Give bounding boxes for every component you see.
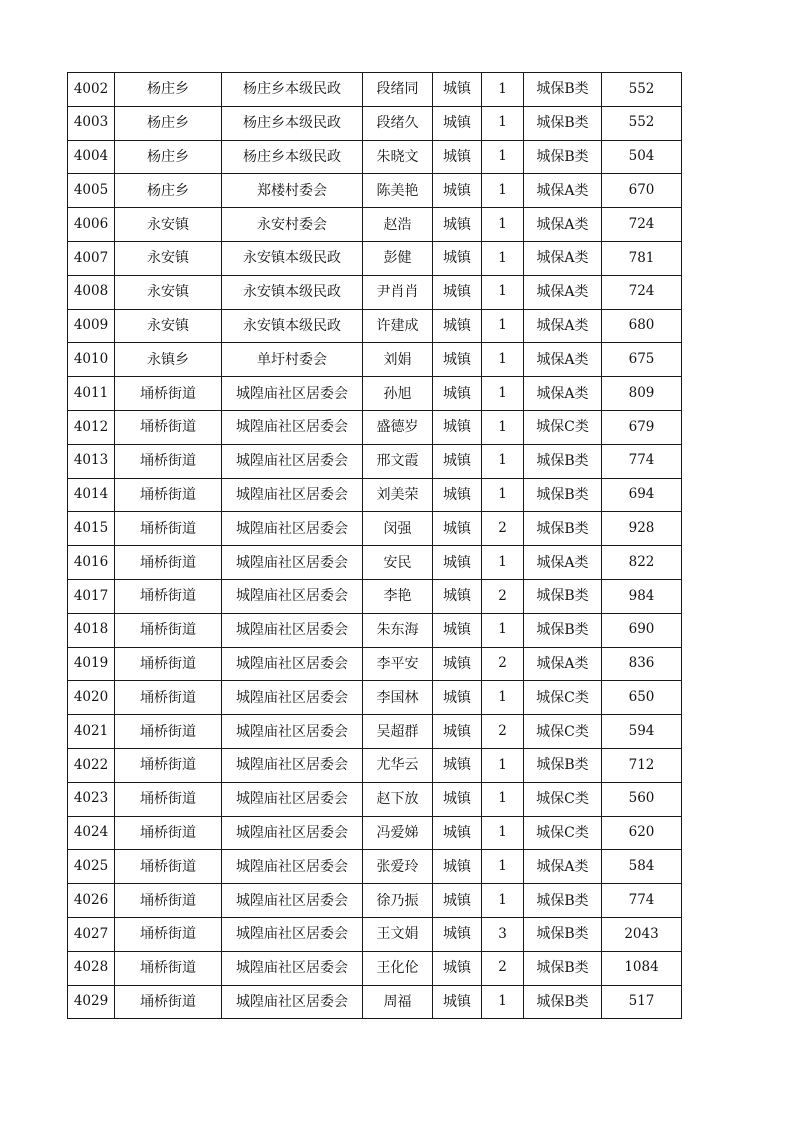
cell-unit: 永安镇本级民政 [222, 309, 363, 343]
cell-id: 4023 [68, 782, 115, 816]
cell-amount: 809 [602, 377, 682, 411]
cell-household-size: 1 [482, 377, 524, 411]
cell-amount: 517 [602, 985, 682, 1019]
cell-name: 冯爱娣 [363, 816, 433, 850]
cell-amount: 690 [602, 613, 682, 647]
cell-household-size: 1 [482, 309, 524, 343]
table-row [68, 444, 682, 478]
cell-unit: 城隍庙社区居委会 [222, 681, 363, 715]
cell-area: 城镇 [433, 377, 482, 411]
cell-unit: 城隍庙社区居委会 [222, 782, 363, 816]
cell-category: 城保B类 [524, 884, 602, 918]
cell-id: 4027 [68, 917, 115, 951]
cell-id: 4019 [68, 647, 115, 681]
cell-town: 埇桥街道 [115, 782, 222, 816]
table-row [68, 681, 682, 715]
cell-unit: 城隍庙社区居委会 [222, 410, 363, 444]
table-row [68, 985, 682, 1019]
cell-town: 永安镇 [115, 241, 222, 275]
cell-town: 埇桥街道 [115, 410, 222, 444]
cell-name: 赵浩 [363, 208, 433, 242]
cell-name: 李艳 [363, 579, 433, 613]
cell-category: 城保A类 [524, 546, 602, 580]
cell-category: 城保B类 [524, 579, 602, 613]
cell-category: 城保C类 [524, 816, 602, 850]
cell-household-size: 1 [482, 208, 524, 242]
cell-amount: 584 [602, 850, 682, 884]
cell-name: 吴超群 [363, 715, 433, 749]
cell-household-size: 2 [482, 715, 524, 749]
cell-area: 城镇 [433, 410, 482, 444]
cell-amount: 1084 [602, 951, 682, 985]
cell-town: 埇桥街道 [115, 850, 222, 884]
cell-name: 邢文霞 [363, 444, 433, 478]
table-body [68, 73, 682, 1019]
cell-household-size: 1 [482, 275, 524, 309]
cell-name: 王文娟 [363, 917, 433, 951]
cell-name: 朱晓文 [363, 140, 433, 174]
cell-town: 埇桥街道 [115, 613, 222, 647]
cell-area: 城镇 [433, 985, 482, 1019]
cell-category: 城保A类 [524, 343, 602, 377]
table-row [68, 377, 682, 411]
table-row [68, 343, 682, 377]
cell-name: 段绪同 [363, 73, 433, 107]
cell-household-size: 1 [482, 850, 524, 884]
cell-category: 城保B类 [524, 985, 602, 1019]
cell-amount: 928 [602, 512, 682, 546]
cell-id: 4021 [68, 715, 115, 749]
cell-id: 4015 [68, 512, 115, 546]
cell-unit: 城隍庙社区居委会 [222, 546, 363, 580]
cell-town: 杨庄乡 [115, 140, 222, 174]
cell-category: 城保A类 [524, 377, 602, 411]
cell-id: 4020 [68, 681, 115, 715]
cell-town: 埇桥街道 [115, 478, 222, 512]
cell-name: 赵下放 [363, 782, 433, 816]
table-row [68, 546, 682, 580]
cell-household-size: 2 [482, 951, 524, 985]
table-row [68, 816, 682, 850]
cell-area: 城镇 [433, 884, 482, 918]
cell-unit: 城隍庙社区居委会 [222, 748, 363, 782]
cell-category: 城保A类 [524, 208, 602, 242]
cell-household-size: 1 [482, 884, 524, 918]
cell-town: 埇桥街道 [115, 512, 222, 546]
cell-town: 永安镇 [115, 309, 222, 343]
cell-category: 城保C类 [524, 681, 602, 715]
cell-amount: 712 [602, 748, 682, 782]
table-row [68, 917, 682, 951]
cell-category: 城保C类 [524, 410, 602, 444]
table-row [68, 782, 682, 816]
cell-id: 4017 [68, 579, 115, 613]
cell-area: 城镇 [433, 917, 482, 951]
cell-amount: 670 [602, 174, 682, 208]
cell-unit: 永安镇本级民政 [222, 241, 363, 275]
cell-name: 李国林 [363, 681, 433, 715]
cell-id: 4004 [68, 140, 115, 174]
cell-household-size: 1 [482, 478, 524, 512]
cell-area: 城镇 [433, 512, 482, 546]
cell-category: 城保A类 [524, 647, 602, 681]
cell-amount: 774 [602, 884, 682, 918]
cell-household-size: 1 [482, 140, 524, 174]
cell-unit: 城隍庙社区居委会 [222, 985, 363, 1019]
cell-id: 4008 [68, 275, 115, 309]
cell-amount: 504 [602, 140, 682, 174]
cell-id: 4002 [68, 73, 115, 107]
cell-area: 城镇 [433, 208, 482, 242]
cell-household-size: 1 [482, 410, 524, 444]
cell-unit: 城隍庙社区居委会 [222, 579, 363, 613]
cell-name: 朱东海 [363, 613, 433, 647]
cell-name: 刘美荣 [363, 478, 433, 512]
cell-household-size: 1 [482, 241, 524, 275]
table-row [68, 715, 682, 749]
cell-id: 4022 [68, 748, 115, 782]
cell-amount: 984 [602, 579, 682, 613]
cell-category: 城保C类 [524, 715, 602, 749]
cell-area: 城镇 [433, 816, 482, 850]
cell-household-size: 1 [482, 681, 524, 715]
beneficiary-table [67, 72, 682, 1019]
cell-category: 城保B类 [524, 951, 602, 985]
cell-amount: 552 [602, 106, 682, 140]
cell-area: 城镇 [433, 140, 482, 174]
cell-amount: 774 [602, 444, 682, 478]
cell-town: 永安镇 [115, 275, 222, 309]
cell-id: 4028 [68, 951, 115, 985]
cell-id: 4025 [68, 850, 115, 884]
cell-household-size: 1 [482, 444, 524, 478]
cell-amount: 724 [602, 208, 682, 242]
cell-area: 城镇 [433, 478, 482, 512]
cell-id: 4005 [68, 174, 115, 208]
cell-category: 城保B类 [524, 748, 602, 782]
cell-area: 城镇 [433, 309, 482, 343]
cell-id: 4026 [68, 884, 115, 918]
cell-name: 刘娟 [363, 343, 433, 377]
table-row [68, 579, 682, 613]
cell-category: 城保B类 [524, 106, 602, 140]
table-row [68, 478, 682, 512]
cell-name: 盛德岁 [363, 410, 433, 444]
cell-category: 城保A类 [524, 275, 602, 309]
cell-category: 城保A类 [524, 174, 602, 208]
cell-category: 城保A类 [524, 241, 602, 275]
cell-area: 城镇 [433, 850, 482, 884]
cell-category: 城保B类 [524, 613, 602, 647]
cell-unit: 城隍庙社区居委会 [222, 917, 363, 951]
cell-unit: 城隍庙社区居委会 [222, 951, 363, 985]
cell-amount: 679 [602, 410, 682, 444]
table-row [68, 174, 682, 208]
cell-id: 4010 [68, 343, 115, 377]
cell-id: 4012 [68, 410, 115, 444]
table-row [68, 73, 682, 107]
cell-name: 段绪久 [363, 106, 433, 140]
cell-name: 李平安 [363, 647, 433, 681]
cell-unit: 杨庄乡本级民政 [222, 73, 363, 107]
cell-town: 埇桥街道 [115, 985, 222, 1019]
cell-name: 孙旭 [363, 377, 433, 411]
cell-unit: 杨庄乡本级民政 [222, 106, 363, 140]
cell-household-size: 1 [482, 73, 524, 107]
cell-unit: 杨庄乡本级民政 [222, 140, 363, 174]
table-row [68, 241, 682, 275]
cell-amount: 724 [602, 275, 682, 309]
cell-unit: 城隍庙社区居委会 [222, 444, 363, 478]
table-row [68, 884, 682, 918]
cell-town: 埇桥街道 [115, 579, 222, 613]
cell-town: 永镇乡 [115, 343, 222, 377]
cell-town: 杨庄乡 [115, 106, 222, 140]
table-row [68, 613, 682, 647]
cell-household-size: 1 [482, 782, 524, 816]
cell-household-size: 1 [482, 816, 524, 850]
cell-amount: 694 [602, 478, 682, 512]
cell-unit: 永安镇本级民政 [222, 275, 363, 309]
cell-town: 埇桥街道 [115, 546, 222, 580]
table-row [68, 410, 682, 444]
cell-name: 尹肖肖 [363, 275, 433, 309]
cell-unit: 城隍庙社区居委会 [222, 850, 363, 884]
cell-name: 许建成 [363, 309, 433, 343]
cell-category: 城保A类 [524, 850, 602, 884]
cell-amount: 822 [602, 546, 682, 580]
cell-unit: 城隍庙社区居委会 [222, 377, 363, 411]
cell-household-size: 1 [482, 106, 524, 140]
cell-area: 城镇 [433, 748, 482, 782]
cell-household-size: 3 [482, 917, 524, 951]
cell-town: 埇桥街道 [115, 917, 222, 951]
cell-category: 城保A类 [524, 309, 602, 343]
cell-unit: 城隍庙社区居委会 [222, 512, 363, 546]
cell-household-size: 1 [482, 174, 524, 208]
cell-town: 埇桥街道 [115, 715, 222, 749]
cell-amount: 675 [602, 343, 682, 377]
cell-name: 王化伦 [363, 951, 433, 985]
cell-area: 城镇 [433, 343, 482, 377]
cell-unit: 单圩村委会 [222, 343, 363, 377]
cell-amount: 680 [602, 309, 682, 343]
cell-town: 埇桥街道 [115, 816, 222, 850]
cell-category: 城保B类 [524, 73, 602, 107]
cell-id: 4013 [68, 444, 115, 478]
table-row [68, 951, 682, 985]
table-row [68, 748, 682, 782]
cell-name: 安民 [363, 546, 433, 580]
cell-household-size: 1 [482, 985, 524, 1019]
cell-category: 城保B类 [524, 478, 602, 512]
cell-amount: 560 [602, 782, 682, 816]
cell-area: 城镇 [433, 546, 482, 580]
cell-town: 杨庄乡 [115, 174, 222, 208]
table-row [68, 512, 682, 546]
cell-town: 永安镇 [115, 208, 222, 242]
cell-town: 埇桥街道 [115, 647, 222, 681]
cell-area: 城镇 [433, 275, 482, 309]
cell-household-size: 2 [482, 579, 524, 613]
cell-amount: 620 [602, 816, 682, 850]
cell-category: 城保B类 [524, 512, 602, 546]
cell-id: 4007 [68, 241, 115, 275]
cell-amount: 594 [602, 715, 682, 749]
table-row [68, 275, 682, 309]
cell-amount: 836 [602, 647, 682, 681]
cell-unit: 永安村委会 [222, 208, 363, 242]
cell-household-size: 1 [482, 546, 524, 580]
cell-name: 闵强 [363, 512, 433, 546]
cell-unit: 郑楼村委会 [222, 174, 363, 208]
cell-name: 张爱玲 [363, 850, 433, 884]
cell-category: 城保B类 [524, 140, 602, 174]
cell-unit: 城隍庙社区居委会 [222, 478, 363, 512]
cell-name: 周福 [363, 985, 433, 1019]
cell-id: 4003 [68, 106, 115, 140]
cell-id: 4018 [68, 613, 115, 647]
table-row [68, 309, 682, 343]
table-row [68, 647, 682, 681]
cell-area: 城镇 [433, 579, 482, 613]
cell-area: 城镇 [433, 73, 482, 107]
cell-amount: 650 [602, 681, 682, 715]
table-row [68, 850, 682, 884]
cell-town: 埇桥街道 [115, 748, 222, 782]
cell-town: 杨庄乡 [115, 73, 222, 107]
cell-town: 埇桥街道 [115, 444, 222, 478]
cell-id: 4006 [68, 208, 115, 242]
cell-town: 埇桥街道 [115, 377, 222, 411]
table-row [68, 106, 682, 140]
cell-unit: 城隍庙社区居委会 [222, 647, 363, 681]
cell-area: 城镇 [433, 715, 482, 749]
cell-area: 城镇 [433, 241, 482, 275]
cell-category: 城保C类 [524, 782, 602, 816]
cell-area: 城镇 [433, 613, 482, 647]
cell-household-size: 1 [482, 748, 524, 782]
cell-category: 城保B类 [524, 917, 602, 951]
cell-town: 埇桥街道 [115, 951, 222, 985]
cell-id: 4016 [68, 546, 115, 580]
cell-category: 城保B类 [524, 444, 602, 478]
cell-area: 城镇 [433, 951, 482, 985]
cell-amount: 781 [602, 241, 682, 275]
cell-id: 4009 [68, 309, 115, 343]
cell-area: 城镇 [433, 647, 482, 681]
cell-amount: 552 [602, 73, 682, 107]
cell-name: 彭健 [363, 241, 433, 275]
cell-name: 陈美艳 [363, 174, 433, 208]
cell-town: 埇桥街道 [115, 884, 222, 918]
cell-unit: 城隍庙社区居委会 [222, 715, 363, 749]
cell-household-size: 2 [482, 647, 524, 681]
cell-unit: 城隍庙社区居委会 [222, 884, 363, 918]
cell-id: 4029 [68, 985, 115, 1019]
cell-area: 城镇 [433, 106, 482, 140]
cell-id: 4024 [68, 816, 115, 850]
cell-area: 城镇 [433, 174, 482, 208]
cell-name: 徐乃振 [363, 884, 433, 918]
cell-town: 埇桥街道 [115, 681, 222, 715]
cell-amount: 2043 [602, 917, 682, 951]
cell-unit: 城隍庙社区居委会 [222, 613, 363, 647]
cell-id: 4011 [68, 377, 115, 411]
cell-household-size: 1 [482, 613, 524, 647]
table-row [68, 208, 682, 242]
cell-area: 城镇 [433, 681, 482, 715]
cell-name: 尤华云 [363, 748, 433, 782]
table-row [68, 140, 682, 174]
cell-area: 城镇 [433, 782, 482, 816]
cell-area: 城镇 [433, 444, 482, 478]
cell-household-size: 1 [482, 343, 524, 377]
cell-unit: 城隍庙社区居委会 [222, 816, 363, 850]
cell-id: 4014 [68, 478, 115, 512]
cell-household-size: 2 [482, 512, 524, 546]
